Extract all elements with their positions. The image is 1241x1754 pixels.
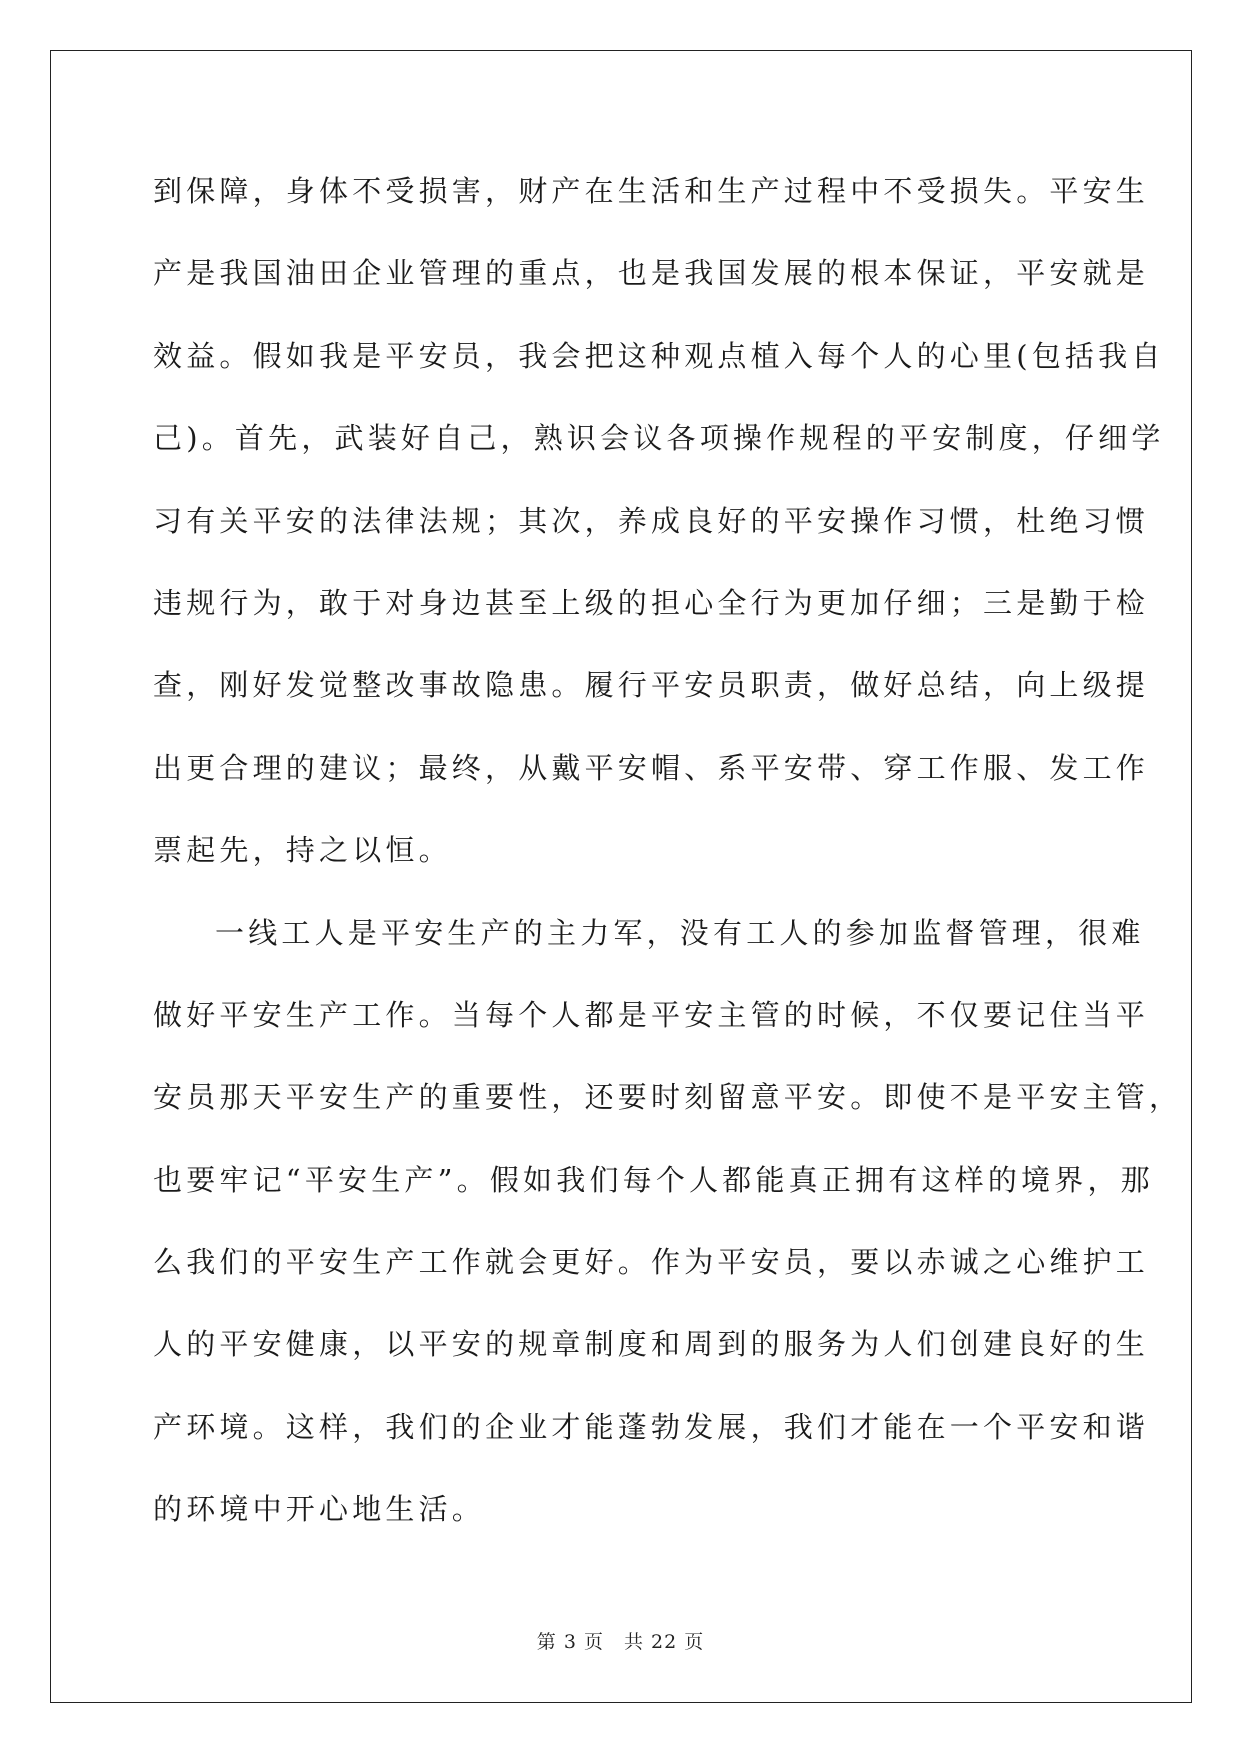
text-line: 产是我国油田企业管理的重点，也是我国发展的根本保证，平安就是 xyxy=(153,256,1150,291)
text-line: 己)。首先，武装好自己，熟识会议各项操作规程的平安制度，仔细学 xyxy=(153,421,1165,456)
text-line: 做好平安生产工作。当每个人都是平安主管的时候，不仅要记住当平 xyxy=(153,997,1150,1032)
text-line: 也要牢记“平安生产”。假如我们每个人都能真正拥有这样的境界，那 xyxy=(153,1162,1154,1197)
text-line: 么我们的平安生产工作就会更好。作为平安员，要以赤诚之心维护工 xyxy=(153,1245,1150,1280)
paragraph-1 xyxy=(153,150,1165,892)
text-line: 票起先，持之以恒。 xyxy=(153,833,452,868)
text-line: 出更合理的建议；最终，从戴平安帽、系平安带、穿工作服、发工作 xyxy=(153,750,1150,785)
text-line: 产环境。这样，我们的企业才能蓬勃发展，我们才能在一个平安和谐 xyxy=(153,1409,1150,1444)
text-line: 的环境中开心地生活。 xyxy=(153,1492,486,1527)
text-line: 安员那天平安生产的重要性，还要时刻留意平安。即使不是平安主管， xyxy=(153,1080,1183,1115)
text-line: 习有关平安的法律法规；其次，养成良好的平安操作习惯，杜绝习惯 xyxy=(153,503,1150,538)
text-line: 一线工人是平安生产的主力军，没有工人的参加监督管理，很难 xyxy=(215,915,1145,950)
document-body xyxy=(153,150,1183,1551)
paragraph-2 xyxy=(153,892,1183,1551)
text-line: 到保障，身体不受损害，财产在生活和生产过程中不受损失。平安生 xyxy=(153,174,1150,208)
text-line: 违规行为，敢于对身边甚至上级的担心全行为更加仔细；三是勤于检 xyxy=(153,585,1150,620)
text-line: 查，刚好发觉整改事故隐患。履行平安员职责，做好总结，向上级提 xyxy=(153,668,1150,703)
page-number-footer: 第 3 页 共 22 页 xyxy=(536,1631,705,1653)
text-line: 人的平安健康，以平安的规章制度和周到的服务为人们创建良好的生 xyxy=(153,1327,1150,1362)
text-line: 效益。假如我是平安员，我会把这种观点植入每个人的心里(包括我自 xyxy=(153,338,1165,373)
